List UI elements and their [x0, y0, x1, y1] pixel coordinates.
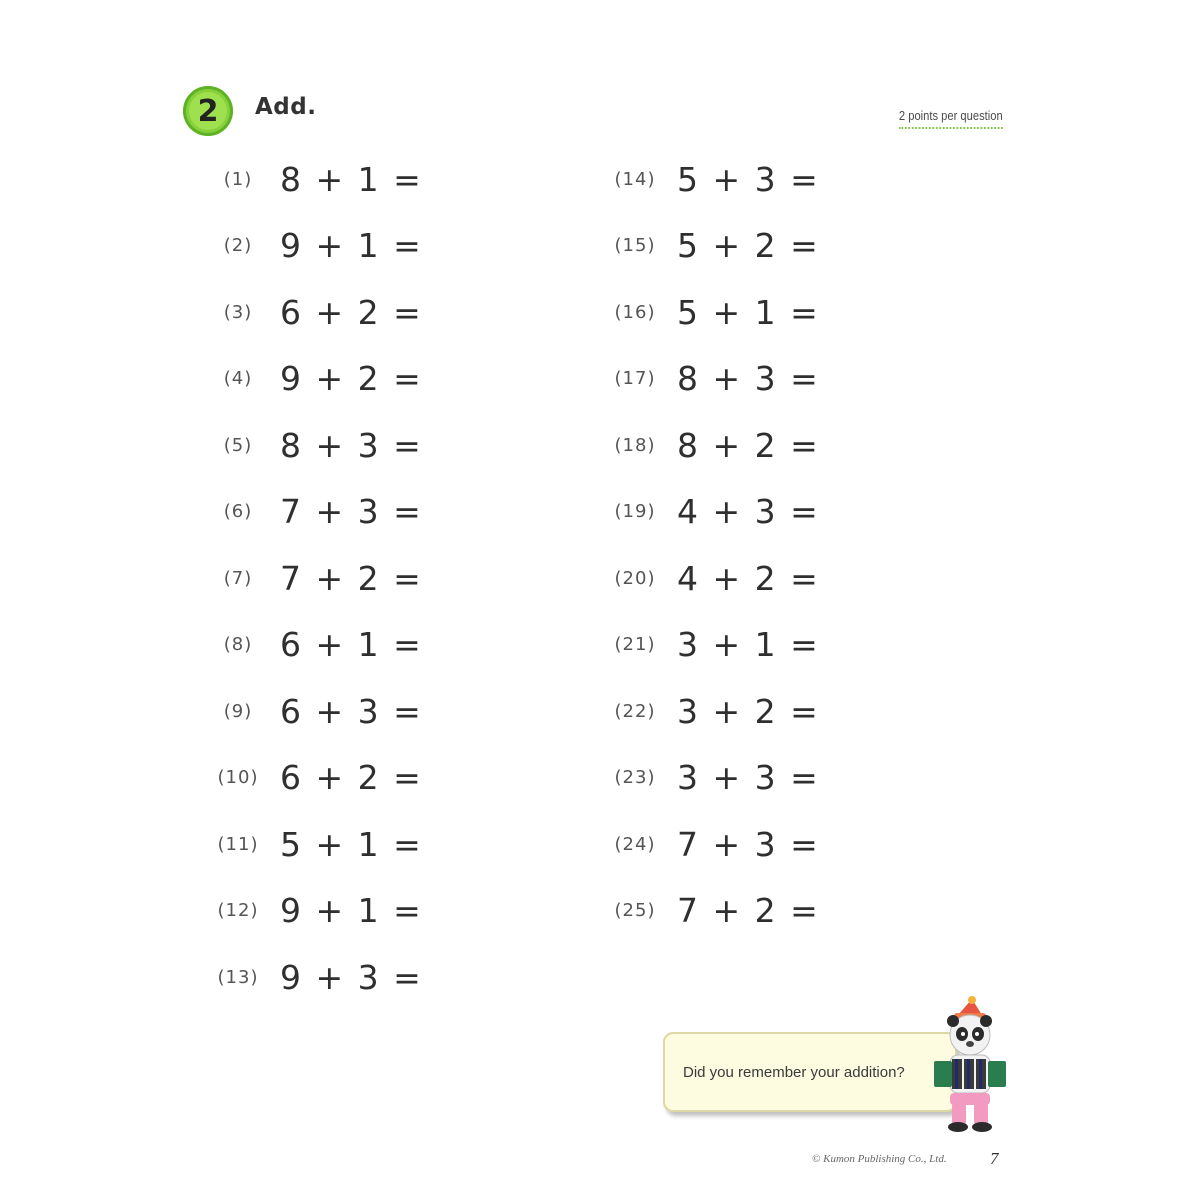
points-note: 2 points per question	[899, 108, 1003, 129]
problem-expression: 8 + 3 =	[280, 425, 422, 465]
problem-expression: 6 + 1 =	[280, 625, 422, 665]
problem-row	[208, 612, 422, 679]
problem-expression: 7 + 2 =	[677, 891, 819, 931]
problem-expression: 3 + 2 =	[677, 691, 819, 731]
problem-number: (12)	[217, 900, 259, 922]
problem-row	[208, 146, 422, 213]
problem-row	[208, 811, 422, 878]
problem-row	[208, 412, 422, 479]
problem-expression: 7 + 2 =	[280, 558, 422, 598]
problem-row	[605, 479, 819, 546]
problem-expression: 6 + 2 =	[280, 292, 422, 332]
problem-row	[208, 346, 422, 413]
problem-number: (6)	[223, 501, 253, 523]
problem-row	[208, 878, 422, 945]
problem-expression: 6 + 3 =	[280, 691, 422, 731]
problem-row	[605, 346, 819, 413]
problem-expression: 8 + 2 =	[677, 425, 819, 465]
problem-expression: 9 + 1 =	[280, 891, 422, 931]
problem-number: (18)	[614, 434, 656, 456]
problem-expression: 7 + 3 =	[280, 492, 422, 532]
section-header	[183, 86, 1013, 138]
problem-number: (25)	[614, 900, 656, 922]
problem-expression: 9 + 3 =	[280, 957, 422, 997]
problem-expression: 4 + 3 =	[677, 492, 819, 532]
problem-row	[605, 811, 819, 878]
problem-expression: 6 + 2 =	[280, 758, 422, 798]
problem-row	[208, 545, 422, 612]
problem-number: (9)	[223, 700, 253, 722]
problem-number: (5)	[223, 434, 253, 456]
problem-row	[605, 745, 819, 812]
problem-number: (10)	[217, 767, 259, 789]
problem-expression: 3 + 3 =	[677, 758, 819, 798]
problem-row	[208, 745, 422, 812]
problem-number: (24)	[614, 833, 656, 855]
problem-number: (14)	[614, 168, 656, 190]
speech-bubble-text: Did you remember your addition?	[683, 1063, 905, 1081]
problem-row	[208, 279, 422, 346]
problem-row	[605, 678, 819, 745]
problem-row	[208, 944, 422, 1011]
problem-row	[605, 213, 819, 280]
problem-number: (13)	[217, 966, 259, 988]
section-number: 2	[189, 92, 227, 130]
problem-expression: 5 + 2 =	[677, 226, 819, 266]
footer-copyright: © Kumon Publishing Co., Ltd.	[812, 1153, 947, 1165]
problem-number: (17)	[614, 368, 656, 390]
problem-number: (1)	[223, 168, 253, 190]
problem-row	[208, 213, 422, 280]
problem-number: (21)	[614, 634, 656, 656]
problem-number: (16)	[614, 301, 656, 323]
problem-expression: 3 + 1 =	[677, 625, 819, 665]
problem-number: (11)	[217, 833, 259, 855]
section-number-badge	[183, 86, 233, 136]
speech-bubble	[663, 1032, 957, 1112]
problem-number: (22)	[614, 700, 656, 722]
problem-expression: 8 + 3 =	[677, 359, 819, 399]
section-title: Add.	[255, 94, 317, 120]
problem-number: (2)	[223, 235, 253, 257]
problem-expression: 9 + 2 =	[280, 359, 422, 399]
problem-expression: 7 + 3 =	[677, 824, 819, 864]
problem-number: (8)	[223, 634, 253, 656]
problem-number: (4)	[223, 368, 253, 390]
problem-number: (20)	[614, 567, 656, 589]
problem-expression: 9 + 1 =	[280, 226, 422, 266]
problem-number: (7)	[223, 567, 253, 589]
problem-number: (3)	[223, 301, 253, 323]
panda-with-accordion-icon	[920, 995, 1010, 1135]
problem-row	[605, 279, 819, 346]
problem-number: (15)	[614, 235, 656, 257]
problem-number: (23)	[614, 767, 656, 789]
problem-row	[605, 146, 819, 213]
problem-number: (19)	[614, 501, 656, 523]
problem-row	[208, 479, 422, 546]
problem-row	[605, 412, 819, 479]
problem-expression: 5 + 1 =	[280, 824, 422, 864]
problem-expression: 5 + 3 =	[677, 159, 819, 199]
problem-expression: 5 + 1 =	[677, 292, 819, 332]
problem-row	[208, 678, 422, 745]
page-number: 7	[990, 1149, 999, 1168]
problem-row	[605, 545, 819, 612]
problem-column-right	[605, 146, 819, 944]
problem-column-left	[208, 146, 422, 1011]
problem-row	[605, 612, 819, 679]
problem-expression: 4 + 2 =	[677, 558, 819, 598]
problem-expression: 8 + 1 =	[280, 159, 422, 199]
problem-row	[605, 878, 819, 945]
